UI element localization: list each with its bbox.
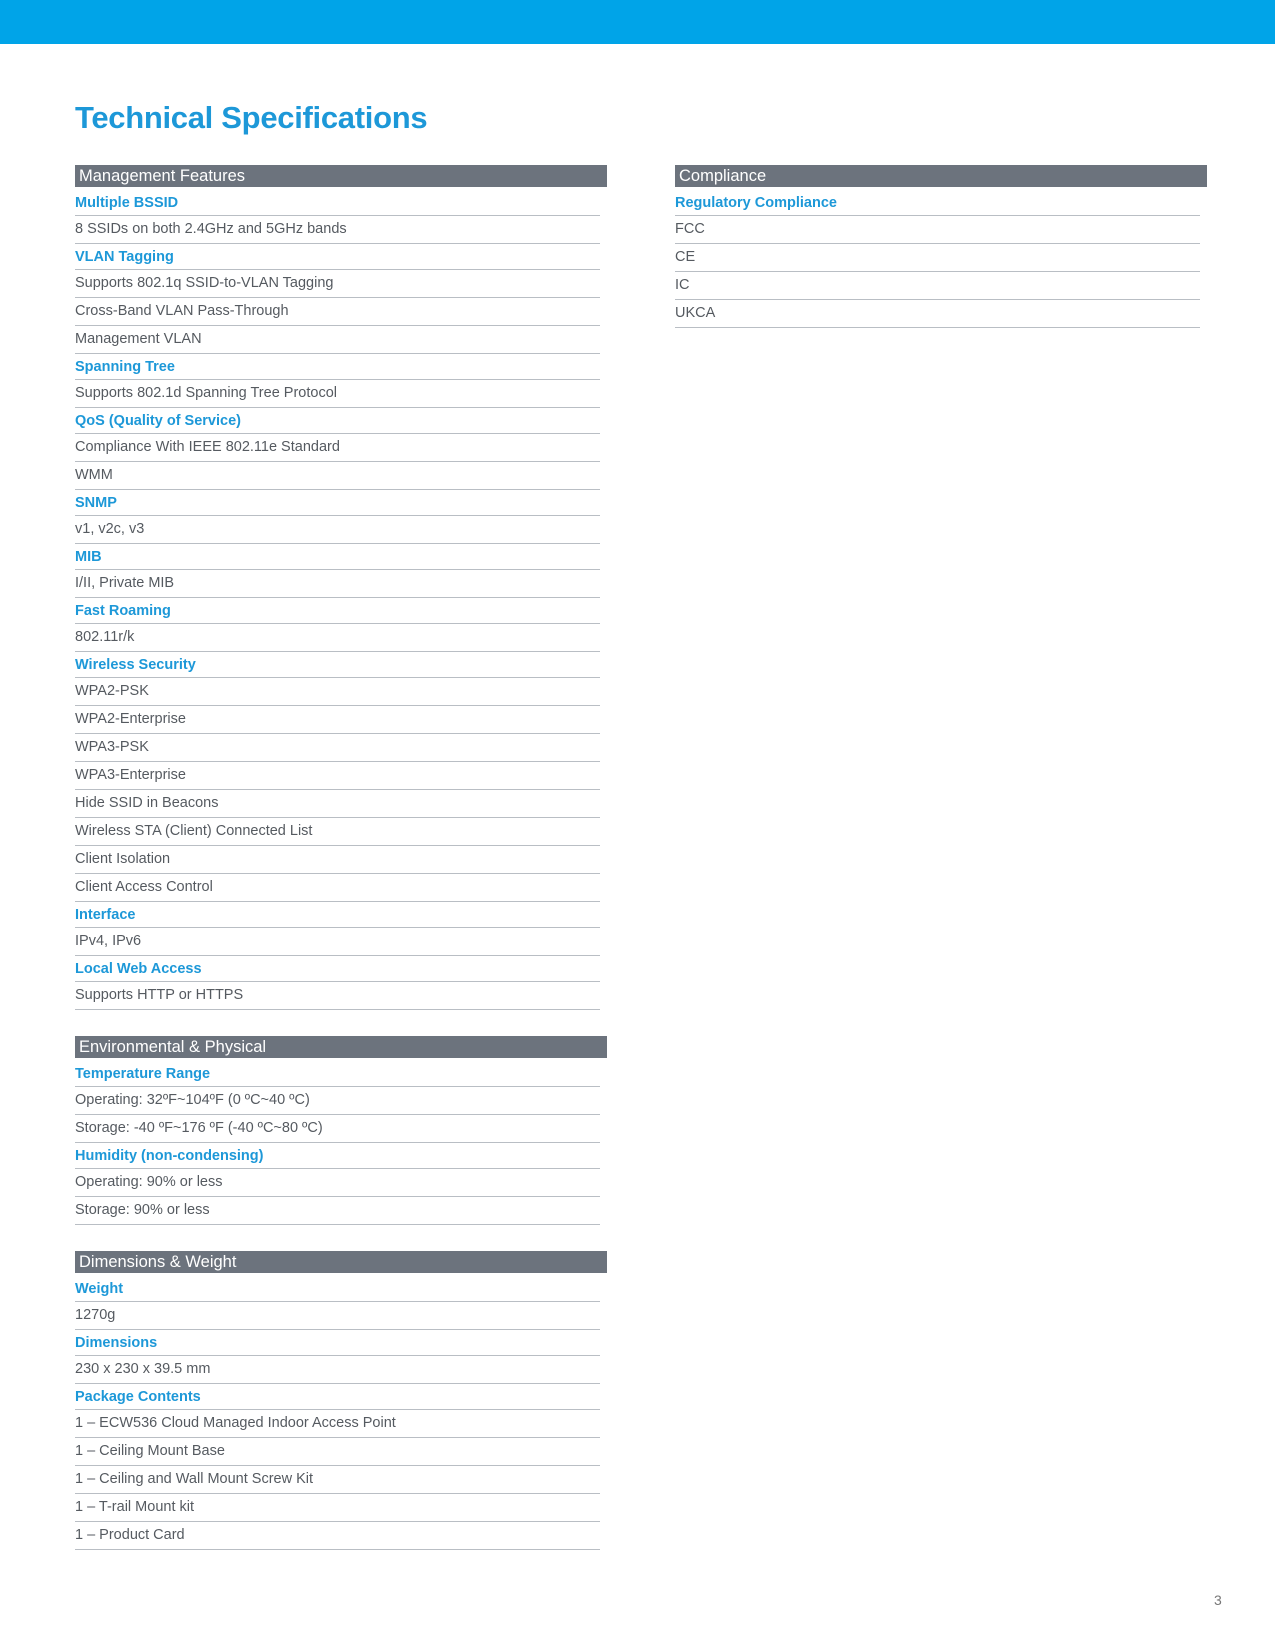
section-header: Compliance	[675, 165, 1207, 187]
spec-row: Supports 802.1q SSID-to-VLAN Tagging	[75, 270, 600, 298]
spec-group-title: MIB	[75, 544, 600, 570]
spec-row: Cross-Band VLAN Pass-Through	[75, 298, 600, 326]
spec-row: CE	[675, 244, 1200, 272]
spec-group-title: Interface	[75, 902, 600, 928]
spec-row: Hide SSID in Beacons	[75, 790, 600, 818]
left-column	[75, 165, 607, 1576]
section-header: Environmental & Physical	[75, 1036, 607, 1058]
spec-row: 802.11r/k	[75, 624, 600, 652]
spec-group-title: SNMP	[75, 490, 600, 516]
spec-row: Client Access Control	[75, 874, 600, 902]
spec-row: Wireless STA (Client) Connected List	[75, 818, 600, 846]
spec-row: v1, v2c, v3	[75, 516, 600, 544]
spec-group-title: Wireless Security	[75, 652, 600, 678]
spec-group-title: Local Web Access	[75, 956, 600, 982]
spec-row: 1 – Product Card	[75, 1522, 600, 1550]
spec-row: Operating: 90% or less	[75, 1169, 600, 1197]
spec-row: 230 x 230 x 39.5 mm	[75, 1356, 600, 1384]
spec-row: Compliance With IEEE 802.11e Standard	[75, 434, 600, 462]
spec-row: Storage: -40 ºF~176 ºF (-40 ºC~80 ºC)	[75, 1115, 600, 1143]
spec-section-environmental-physical	[75, 1036, 607, 1225]
spec-row: FCC	[675, 216, 1200, 244]
spec-row: UKCA	[675, 300, 1200, 328]
spec-row: 1 – T-rail Mount kit	[75, 1494, 600, 1522]
spec-row: 1270g	[75, 1302, 600, 1330]
section-header: Management Features	[75, 165, 607, 187]
spec-group-title: Dimensions	[75, 1330, 600, 1356]
spec-row: Client Isolation	[75, 846, 600, 874]
spec-row: WMM	[75, 462, 600, 490]
spec-row: Supports 802.1d Spanning Tree Protocol	[75, 380, 600, 408]
top-accent-bar	[0, 0, 1275, 44]
spec-group-title: Weight	[75, 1276, 600, 1302]
spec-group-title: QoS (Quality of Service)	[75, 408, 600, 434]
page-number: 3	[1214, 1592, 1222, 1608]
section-header: Dimensions & Weight	[75, 1251, 607, 1273]
spec-row: Operating: 32ºF~104ºF (0 ºC~40 ºC)	[75, 1087, 600, 1115]
spec-row: 1 – Ceiling Mount Base	[75, 1438, 600, 1466]
spec-group-title: Package Contents	[75, 1384, 600, 1410]
spec-group-title: Humidity (non-condensing)	[75, 1143, 600, 1169]
spec-group-title: Regulatory Compliance	[675, 190, 1200, 216]
spec-group-title: Temperature Range	[75, 1061, 600, 1087]
spec-row: IC	[675, 272, 1200, 300]
spec-section-management-features	[75, 165, 607, 1010]
spec-row: WPA3-Enterprise	[75, 762, 600, 790]
right-column	[675, 165, 1207, 354]
page-title: Technical Specifications	[75, 100, 428, 135]
spec-group-title: Fast Roaming	[75, 598, 600, 624]
spec-row: I/II, Private MIB	[75, 570, 600, 598]
spec-row: Management VLAN	[75, 326, 600, 354]
spec-row: Storage: 90% or less	[75, 1197, 600, 1225]
spec-section-compliance	[675, 165, 1207, 328]
spec-group-title: VLAN Tagging	[75, 244, 600, 270]
spec-row: IPv4, IPv6	[75, 928, 600, 956]
spec-row: Supports HTTP or HTTPS	[75, 982, 600, 1010]
spec-row: 1 – ECW536 Cloud Managed Indoor Access Point	[75, 1410, 600, 1438]
spec-row: 8 SSIDs on both 2.4GHz and 5GHz bands	[75, 216, 600, 244]
spec-row: WPA3-PSK	[75, 734, 600, 762]
spec-group-title: Multiple BSSID	[75, 190, 600, 216]
spec-row: 1 – Ceiling and Wall Mount Screw Kit	[75, 1466, 600, 1494]
spec-group-title: Spanning Tree	[75, 354, 600, 380]
spec-row: WPA2-Enterprise	[75, 706, 600, 734]
spec-row: WPA2-PSK	[75, 678, 600, 706]
spec-section-dimensions-weight	[75, 1251, 607, 1550]
